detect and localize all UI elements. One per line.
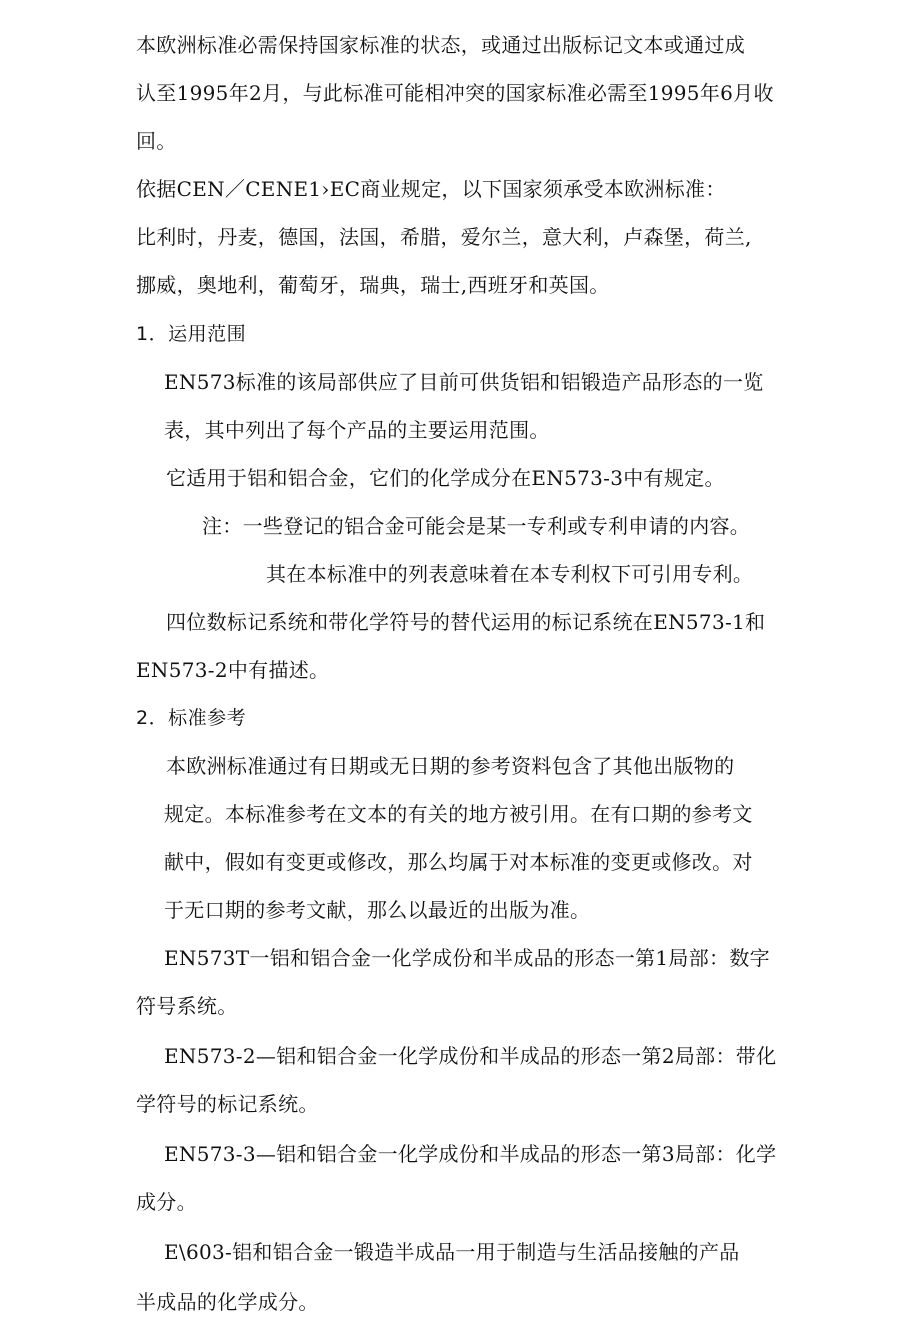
- section-1-para-1-line-1: EN573标准的该局部供应了目前可供货铝和铝锻造产品形态的一览: [164, 370, 764, 394]
- reference-1-line-1: EN573T一铝和铝合金一化学成份和半成品的形态一第1局部：数字: [164, 946, 770, 970]
- section-2-para-1-line-2: 规定。本标准参考在文本的有关的地方被引用。在有口期的参考文: [164, 802, 753, 826]
- intro-line-6: 挪威，奥地利，葡萄牙，瑞典，瑞士,西班牙和英国。: [136, 273, 610, 297]
- reference-1-line-2: 符号系统。: [136, 994, 238, 1018]
- reference-3-line-1: EN573-3—铝和铝合金一化学成份和半成品的形态一第3局部：化学: [164, 1142, 777, 1166]
- reference-3-line-2: 成分。: [136, 1190, 197, 1214]
- section-1-heading: 1．运用范围: [136, 323, 247, 345]
- section-1-note-line-1: 注：一些登记的铝合金可能会是某一专利或专利申请的内容。: [202, 514, 751, 538]
- section-2-para-1-line-4: 于无口期的参考文献，那么以最近的出版为准。: [164, 898, 591, 922]
- intro-line-3: 回。: [136, 129, 177, 153]
- section-1-note-line-2: 其在本标准中的列表意味着在本专利权下可引用专利。: [266, 562, 754, 586]
- section-2-heading: 2．标准参考: [136, 707, 247, 729]
- intro-line-5: 比利时，丹麦，德国，法国，希腊，爱尔兰，意大利，卢森堡，荷兰,: [136, 225, 752, 249]
- reference-2-line-2: 学符号的标记系统。: [136, 1092, 319, 1116]
- section-1-para-2: 它适用于铝和铝合金，它们的化学成分在EN573-3中有规定。: [166, 466, 725, 490]
- intro-line-4: 依据CEN／CENE1›EC商业规定，以下国家须承受本欧洲标准：: [136, 177, 726, 201]
- section-1-para-3-line-2: EN573-2中有描述。: [136, 658, 330, 682]
- reference-2-line-1: EN573-2—铝和铝合金一化学成份和半成品的形态一第2局部：带化: [164, 1044, 777, 1068]
- reference-4-line-1: E\603-铝和铝合金一锻造半成品一用于制造与生活品接触的产品: [164, 1240, 740, 1264]
- section-2-para-1-line-3: 献中，假如有变更或修改，那么均属于对本标准的变更或修改。对: [164, 850, 753, 874]
- reference-4-line-2: 半成品的化学成分。: [136, 1290, 319, 1314]
- section-1-para-1-line-2: 表，其中列出了每个产品的主要运用范围。: [164, 418, 550, 442]
- section-1-para-3-line-1: 四位数标记系统和带化学符号的替代运用的标记系统在EN573-1和: [166, 610, 766, 634]
- intro-line-2: 认至1995年2月，与此标准可能相冲突的国家标准必需至1995年6月收: [136, 81, 774, 105]
- intro-line-1: 本欧洲标准必需保持国家标准的状态，或通过出版标记文本或通过成: [136, 33, 745, 57]
- section-2-para-1-line-1: 本欧洲标准通过有日期或无日期的参考资料包含了其他出版物的: [166, 754, 735, 778]
